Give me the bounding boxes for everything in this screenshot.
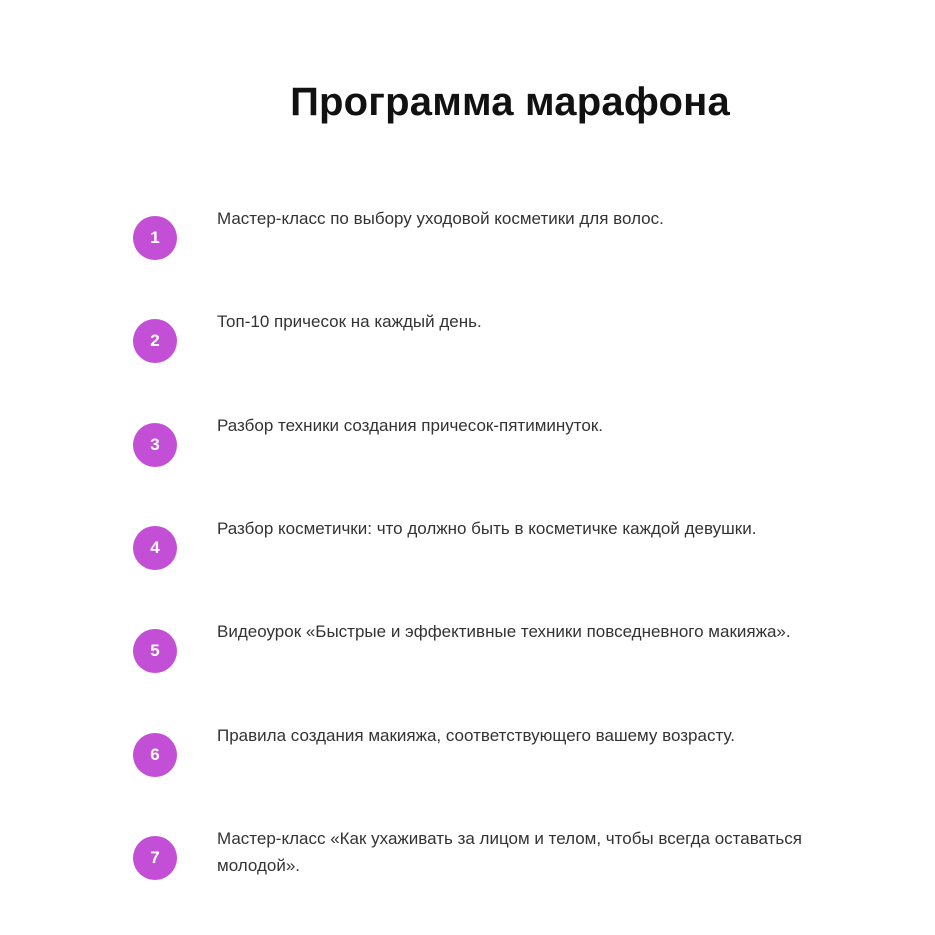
step-description: Топ-10 причесок на каждый день. bbox=[217, 312, 482, 331]
page-title: Программа марафона bbox=[290, 80, 730, 124]
program-item bbox=[133, 416, 853, 483]
step-description: Видеоурок «Быстрые и эффективные техники повседневного макияжа». bbox=[217, 622, 791, 641]
step-description: Разбор косметички: что должно быть в косметичке каждой девушки. bbox=[217, 519, 757, 538]
step-number-badge: 4 bbox=[133, 526, 177, 570]
step-number-badge: 2 bbox=[133, 319, 177, 363]
step-number-badge: 7 bbox=[133, 836, 177, 880]
program-item bbox=[133, 622, 853, 689]
step-description: Разбор техники создания причесок-пятиминуток. bbox=[217, 416, 603, 435]
program-item bbox=[133, 519, 853, 586]
program-item bbox=[133, 829, 853, 896]
program-item bbox=[133, 312, 853, 379]
program-item bbox=[133, 209, 853, 276]
step-description: Правила создания макияжа, соответствующего вашему возрасту. bbox=[217, 726, 735, 745]
step-number-badge: 3 bbox=[133, 423, 177, 467]
step-number-badge: 5 bbox=[133, 629, 177, 673]
step-description: Мастер-класс «Как ухаживать за лицом и телом, чтобы всегда оставаться молодой». bbox=[217, 829, 802, 875]
step-description: Мастер-класс по выбору уходовой косметики для волос. bbox=[217, 209, 664, 228]
step-number-badge: 1 bbox=[133, 216, 177, 260]
step-number-badge: 6 bbox=[133, 733, 177, 777]
program-item bbox=[133, 726, 853, 793]
